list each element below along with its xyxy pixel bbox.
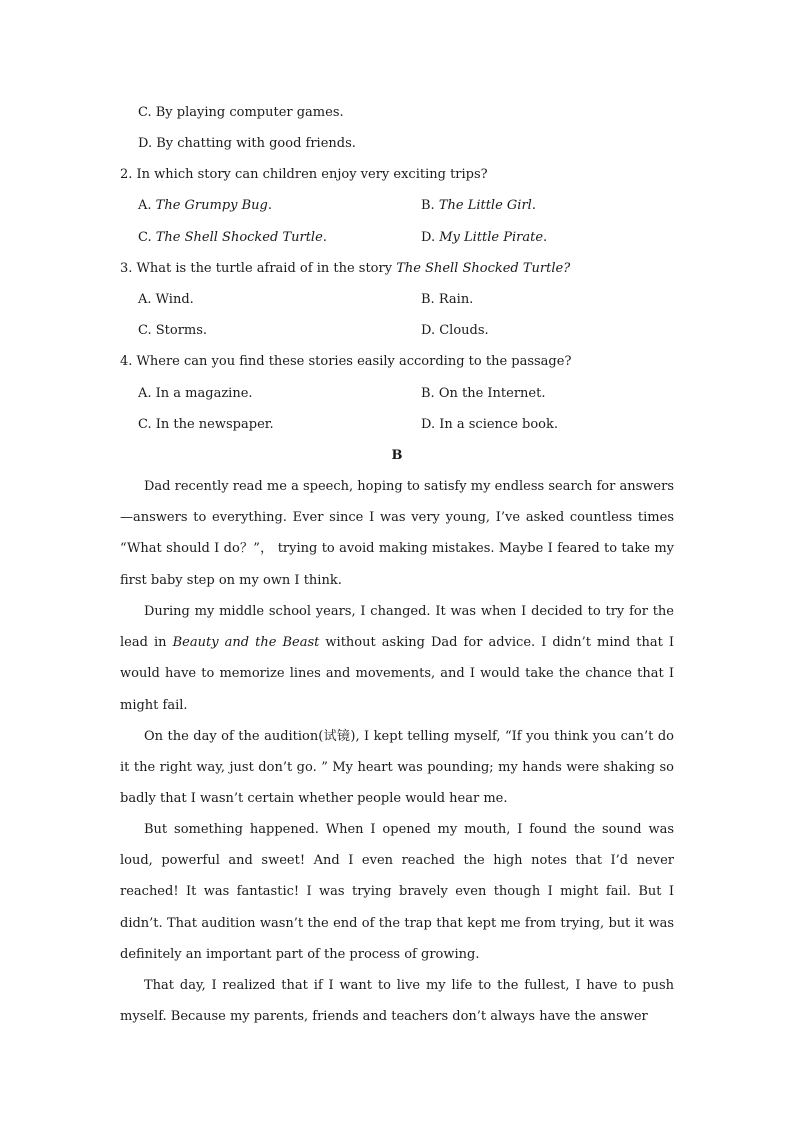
passage-paragraph-1-text: Dad recently read me a speech, hoping to satisfy my endless search for answers—answers to everything. Ever since I was very young, I’ve asked countless times “What should I do？”， trying to avoid making mistakes. Maybe I feared to take my first baby step on my own I think. (120, 479, 674, 588)
passage-paragraph-3-text: On the day of the audition(试镜), I kept telling myself, “If you think you can’t do it the right way, just don’t go. ” My heart was pounding; my hands were shaking so badly that I wasn’t certain whether people would hear me. (120, 729, 674, 807)
q3-question (120, 261, 570, 277)
section-b-title: B (391, 448, 403, 463)
q2-option-c-prefix: C. (138, 230, 156, 245)
q2-option-d-suffix: . (543, 230, 548, 245)
q2-option-c-title: The Shell Shocked Turtle (155, 230, 323, 245)
passage-paragraph-2-before: During my middle school years, I changed. It was when I decided to try for the lead in (120, 604, 674, 651)
q4-option-c: C. In the newspaper. (138, 417, 274, 432)
passage-paragraph-1 (120, 471, 674, 596)
q4-question: 4. Where can you find these stories easily according to the passage? (120, 354, 572, 369)
q4-option-d: D. In a science book. (421, 417, 559, 432)
q4-option-a: A. In a magazine. (138, 386, 253, 401)
passage-paragraph-5 (120, 970, 674, 1032)
q2-option-d (421, 230, 547, 246)
q3-option-a: A. Wind. (138, 292, 194, 307)
q2-option-b-title: The Little Girl (438, 198, 532, 213)
q2-option-a (138, 198, 272, 214)
q3-question-prefix: 3. What is the turtle afraid of in the story (120, 261, 397, 276)
q3-option-c: C. Storms. (138, 323, 208, 338)
q2-question: 2. In which story can children enjoy very exciting trips? (120, 167, 488, 182)
q1-option-c: C. By playing computer games. (138, 105, 344, 120)
passage-paragraph-2-after: without asking Dad for advice. I didn’t mind that I would have to memorize lines and movements, and I would take the chance that I might fail. (120, 635, 675, 713)
q2-option-a-title: The Grumpy Bug (155, 198, 268, 213)
q3-option-b: B. Rain. (421, 292, 474, 307)
passage-paragraph-4 (120, 814, 674, 970)
q2-option-a-suffix: . (267, 198, 273, 213)
q2-option-b-suffix: . (531, 198, 536, 213)
q3-option-d: D. Clouds. (421, 323, 489, 338)
passage-paragraph-5-text: That day, I realized that if I want to live my life to the fullest, I have to push myself. Because my parents, friends and teachers don’t always have the answer (120, 978, 674, 1025)
q2-option-a-prefix: A. (138, 198, 156, 213)
passage-paragraph-2 (120, 596, 674, 721)
q2-option-c-suffix: . (322, 230, 327, 245)
passage-paragraph-3 (120, 721, 674, 815)
q2-option-b-prefix: B. (421, 198, 439, 213)
q4-option-b: B. On the Internet. (421, 386, 546, 401)
q3-question-title: The Shell Shocked Turtle? (396, 261, 571, 276)
q2-option-d-title: My Little Pirate (439, 230, 544, 245)
passage-paragraph-2-title: Beauty and the Beast (172, 635, 320, 651)
passage-paragraph-4-text: But something happened. When I opened my mouth, I found the sound was loud, powerful and sweet! And I even reached the high notes that I’d never reached! It was fantastic! I was trying bravely even though I might fail. But I didn’t. That audition wasn’t the end of the trap that kept me from trying, but it was definitely an important part of the process of growing. (120, 822, 674, 962)
q2-option-b (421, 198, 536, 214)
q1-option-d: D. By chatting with good friends. (138, 136, 356, 151)
q2-option-d-prefix: D. (421, 230, 440, 245)
q2-option-c (138, 230, 327, 246)
